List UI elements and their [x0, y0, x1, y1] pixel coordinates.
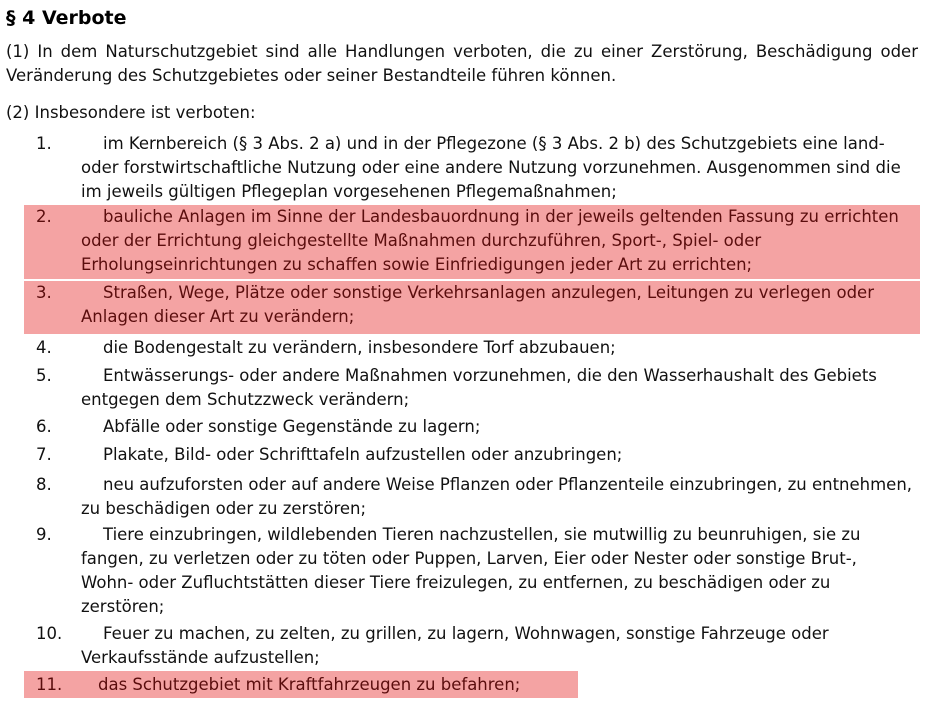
list-item-number: 4.: [36, 338, 52, 357]
list-item-number: 11.: [36, 675, 63, 694]
list-item-number: 5.: [36, 366, 52, 385]
list-item-number: 9.: [36, 525, 52, 544]
list-item-text: Straßen, Wege, Plätze oder sonstige Verkehrsanlagen anzulegen, Leitungen zu verlegen oder Anlagen dieser Art zu verändern;: [81, 283, 874, 326]
list-item-5: [24, 364, 920, 412]
list-item-number: 1.: [36, 134, 52, 153]
list-item-text: im Kernbereich (§ 3 Abs. 2 a) und in der Pflegezone (§ 3 Abs. 2 b) des Schutzgebiets eine land- oder forstwirtschaftliche Nutzung oder eine andere Nutzung vorzunehmen. Ausgenommen sind die im jeweils gültigen Pflegeplan vorgesehenen Pflegemaßnahmen;: [81, 134, 901, 201]
list-item-9: [24, 523, 920, 619]
paragraph-2: (2) Insbesondere ist verboten:: [6, 103, 256, 122]
list-item-6: [24, 415, 920, 439]
list-item-text: die Bodengestalt zu verändern, insbesondere Torf abzubauen;: [103, 338, 616, 357]
list-item-10: [24, 622, 920, 670]
list-item-text: bauliche Anlagen im Sinne der Landesbauordnung in der jeweils geltenden Fassung zu errichten oder der Errichtung gleichgestellte Maßnahmen durchzuführen, Sport-, Spiel- oder Erholungseinrichtungen zu schaffen sowie Einfriedigungen jeder Art zu errichten;: [81, 207, 899, 274]
paragraph-1: (1) In dem Naturschutzgebiet sind alle Handlungen verboten, die zu einer Zerstörung, Beschädigung oder Veränderung des Schutzgebietes oder seiner Bestandteile führen können.: [6, 42, 918, 85]
list-item-text: Abfälle oder sonstige Gegenstände zu lagern;: [103, 417, 481, 436]
list-item-7: [24, 443, 920, 467]
list-item-number: 2.: [36, 207, 52, 226]
list-item-text: das Schutzgebiet mit Kraftfahrzeugen zu befahren;: [98, 675, 521, 694]
list-item-text: Tiere einzubringen, wildlebenden Tieren nachzustellen, sie mutwillig zu beunruhigen, sie zu fangen, zu verletzen oder zu töten oder Puppen, Larven, Eier oder Nester oder sonstige Brut-, Wohn- oder Zufluchtstätten dieser Tiere freizulegen, zu entfernen, zu beschädigen oder zu zerstören;: [81, 525, 861, 616]
list-item-11: [24, 671, 578, 698]
list-item-8: [24, 473, 920, 521]
list-item-number: 10.: [36, 624, 63, 643]
list-item-text: neu aufzuforsten oder auf andere Weise Pflanzen oder Pflanzenteile einzubringen, zu entnehmen, zu beschädigen oder zu zerstören;: [81, 475, 913, 518]
list-item-number: 3.: [36, 283, 52, 302]
list-item-3: [24, 281, 920, 334]
list-item-text: Feuer zu machen, zu zelten, zu grillen, zu lagern, Wohnwagen, sonstige Fahrzeuge oder Verkaufsstände aufzustellen;: [81, 624, 829, 667]
list-item-1: [24, 132, 920, 204]
list-item-number: 7.: [36, 445, 52, 464]
list-item-text: Entwässerungs- oder andere Maßnahmen vorzunehmen, die den Wasserhaushalt des Gebiets entgegen dem Schutzzweck verändern;: [81, 366, 877, 409]
list-item-text: Plakate, Bild- oder Schrifttafeln aufzustellen oder anzubringen;: [103, 445, 623, 464]
section-title: § 4 Verbote: [6, 7, 127, 29]
list-item-4: [24, 336, 920, 360]
list-item-2: [24, 205, 920, 279]
list-item-number: 6.: [36, 417, 52, 436]
list-item-number: 8.: [36, 475, 52, 494]
